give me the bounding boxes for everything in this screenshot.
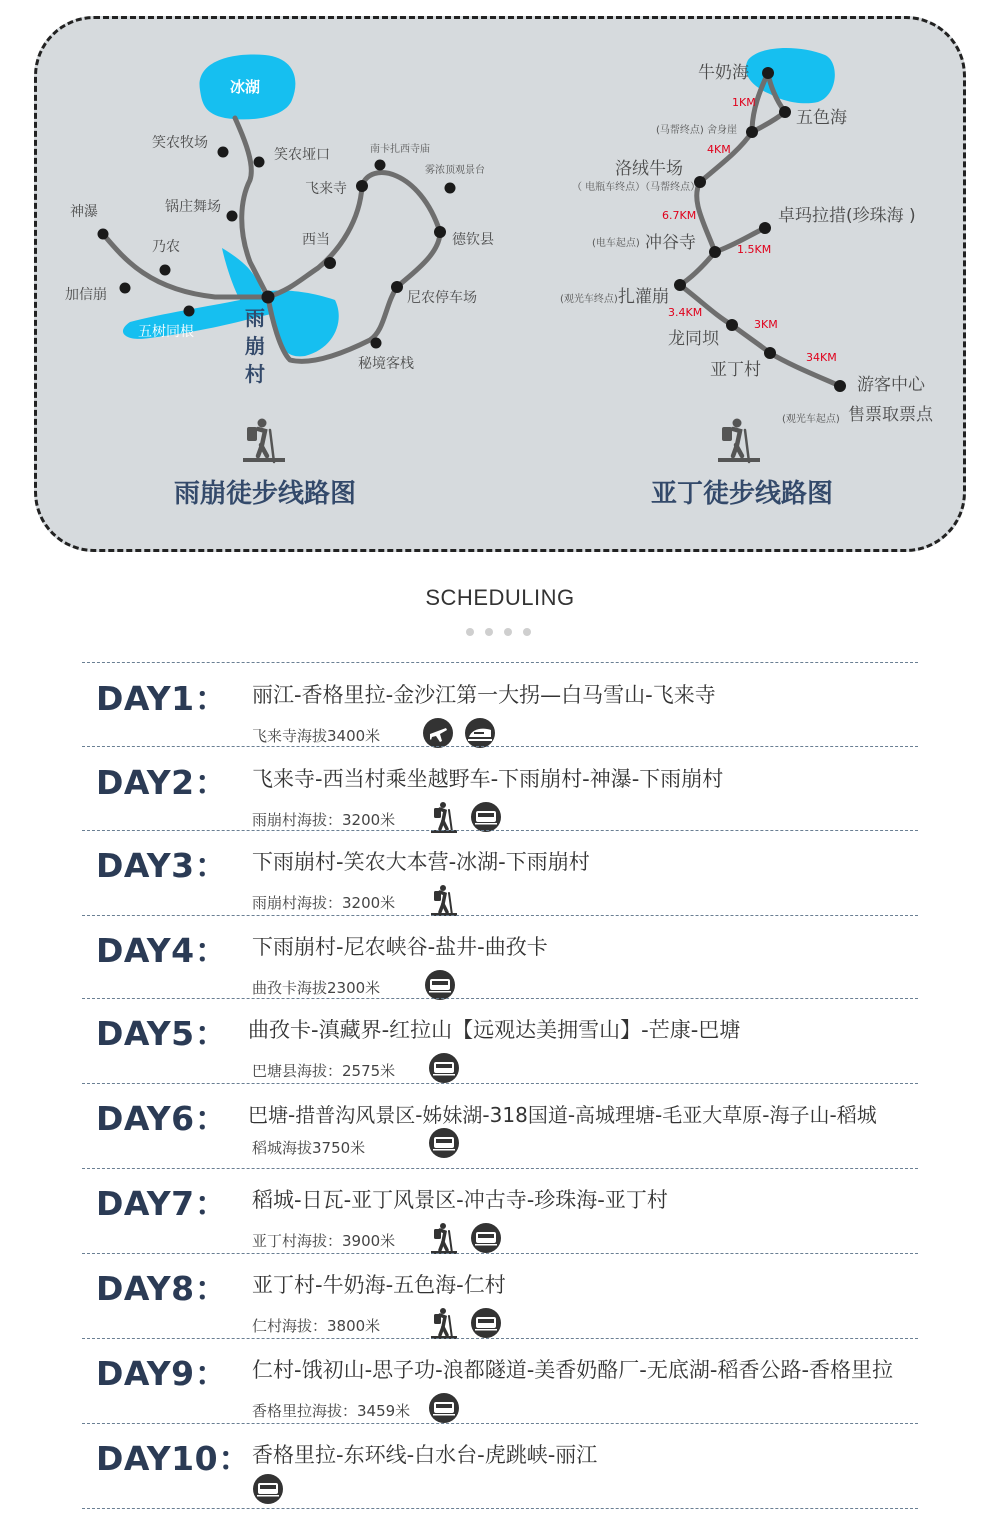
divider	[82, 998, 918, 999]
route-maps	[0, 0, 1000, 560]
day-route: 仁村-饿初山-思子功-浪都隧道-美香奶酪厂-无底湖-稻香公路-香格里拉	[252, 1358, 894, 1382]
bus-icon	[470, 801, 502, 833]
yubeng-map	[65, 54, 494, 509]
transport-icons	[428, 1127, 460, 1159]
dot	[523, 628, 531, 636]
village-char-2: 崩	[245, 334, 265, 358]
zhaguan-note: (观光车终点)	[560, 294, 618, 305]
train-icon	[464, 717, 496, 749]
dot	[466, 628, 474, 636]
yading-village-label: 亚丁村	[710, 360, 761, 380]
day-altitude: 亚丁村海拔：3900米	[252, 1232, 396, 1250]
day-route: 巴塘-措普沟风景区-姊妹湖-318国道-高城理塘-毛亚大草原-海子山-稻城	[248, 1103, 877, 1127]
mijing-label: 秘境客栈	[358, 356, 414, 372]
day-label: DAY6：	[96, 1099, 229, 1138]
divider	[82, 915, 918, 916]
dot	[485, 628, 493, 636]
day-route: 丽江-香格里拉-金沙江第一大拐—白马雪山-飞来寺	[252, 683, 716, 707]
bus-icon	[470, 1222, 502, 1254]
nanka-temple-label: 南卡扎西寺庙	[370, 144, 430, 155]
bus-icon	[428, 1392, 460, 1424]
distance-label: 3KM	[754, 318, 778, 331]
hiker-icon	[718, 419, 760, 463]
hiker-icon	[428, 801, 460, 833]
longtong-label: 龙同坝	[668, 329, 719, 349]
divider	[82, 1083, 918, 1084]
day-label: DAY2：	[96, 763, 229, 802]
day-altitude: 曲孜卡海拔2300米	[252, 979, 381, 997]
hiker-icon	[243, 419, 285, 463]
shenpu-label: 神瀑	[70, 204, 98, 220]
transport-icons	[428, 1052, 460, 1084]
day-altitude: 稻城海拔3750米	[252, 1139, 366, 1157]
bus-icon	[470, 1307, 502, 1339]
luorong-label: 洛绒牛场	[615, 159, 683, 179]
zhuoma-label: 卓玛拉措(珍珠海 )	[778, 206, 916, 226]
bus-icon	[252, 1473, 284, 1505]
ticket-label: 售票取票点	[848, 405, 933, 425]
divider	[82, 1168, 918, 1169]
jiaxinbeng-label: 加信崩	[65, 287, 107, 303]
xiaonong-pasture-label: 笑农牧场	[152, 135, 208, 151]
chonggu-note: (电车起点)	[592, 238, 640, 249]
distance-label: 6.7KM	[662, 209, 697, 222]
naonong-label: 乃农	[152, 239, 180, 255]
hiker-icon	[428, 1307, 460, 1339]
hiker-icon	[428, 1222, 460, 1254]
village-char-1: 雨	[245, 306, 265, 330]
day-route: 下雨崩村-尼农峡谷-盐井-曲孜卡	[252, 935, 548, 959]
wuse-label: 五色海	[796, 108, 847, 128]
day-label: DAY8：	[96, 1269, 229, 1308]
xidang-label: 西当	[302, 232, 330, 248]
day-route: 稻城-日瓦-亚丁风景区-冲古寺-珍珠海-亚丁村	[252, 1188, 668, 1212]
feilai-temple-label: 飞来寺	[305, 181, 347, 197]
day-label: DAY1：	[96, 679, 229, 718]
day-altitude: 雨崩村海拔：3200米	[252, 811, 396, 829]
wushu-label: 五树同根	[138, 324, 194, 340]
transport-icons	[428, 884, 460, 916]
transport-icons	[428, 1307, 502, 1339]
ice-lake-label: 冰湖	[230, 78, 261, 96]
xiaonong-pass-label: 笑农垭口	[274, 147, 330, 163]
day-label: DAY9：	[96, 1354, 229, 1393]
distance-label: 1.5KM	[737, 243, 772, 256]
yubeng-map-title: 雨崩徒步线路图	[173, 479, 357, 509]
day-altitude: 香格里拉海拔：3459米	[252, 1402, 411, 1420]
distance-label: 1KM	[732, 96, 756, 109]
deqin-label: 德钦县	[452, 232, 494, 248]
day-label: DAY5：	[96, 1014, 229, 1053]
day-route: 曲孜卡-滇藏界-红拉山【远观达美拥雪山】-芒康-巴塘	[248, 1018, 741, 1042]
day-route: 香格里拉-东环线-白水台-虎跳峡-丽江	[252, 1443, 598, 1467]
transport-icons	[422, 717, 496, 749]
plane-icon	[422, 717, 454, 749]
hiker-icon	[428, 884, 460, 916]
dot	[504, 628, 512, 636]
transport-icons	[428, 1222, 502, 1254]
day-label: DAY10：	[96, 1439, 252, 1478]
divider	[82, 1338, 918, 1339]
distance-label: 34KM	[806, 351, 837, 364]
zhaguan-label: 扎灌崩	[618, 287, 669, 307]
visitor-center-label: 游客中心	[857, 375, 925, 395]
divider	[82, 1423, 918, 1424]
luorong-note: （ 电瓶车终点）（马帮终点）	[572, 182, 701, 193]
day-label: DAY4：	[96, 931, 229, 970]
visitor-note: (观光车起点)	[782, 414, 840, 425]
river-shape	[123, 248, 339, 356]
yading-map	[560, 48, 934, 509]
day-route: 下雨崩村-笑农大本营-冰湖-下雨崩村	[252, 850, 590, 874]
transport-icons	[424, 969, 456, 1001]
schedule-title: SCHEDULING	[425, 585, 575, 610]
niunaihai-label: 牛奶海	[698, 63, 749, 83]
wuqing-viewpoint-label: 雾浓顶观景台	[425, 165, 485, 176]
day-route: 飞来寺-西当村乘坐越野车-下雨崩村-神瀑-下雨崩村	[252, 767, 724, 791]
bus-icon	[428, 1127, 460, 1159]
day-label: DAY7：	[96, 1184, 229, 1223]
chonggu-label: 冲谷寺	[645, 233, 696, 253]
divider	[82, 746, 918, 747]
divider	[82, 1508, 918, 1509]
day-altitude: 飞来寺海拔3400米	[252, 727, 381, 745]
pager-dots	[466, 628, 531, 636]
ninong-parking-label: 尼农停车场	[407, 290, 477, 306]
yading-map-title: 亚丁徒步线路图	[650, 479, 834, 509]
bus-icon	[424, 969, 456, 1001]
day-altitude: 巴塘县海拔：2575米	[252, 1062, 396, 1080]
day-label: DAY3：	[96, 846, 229, 885]
guozhuang-label: 锅庄舞场	[165, 199, 221, 215]
day-altitude: 雨崩村海拔：3200米	[252, 894, 396, 912]
sheshen-label: (马帮终点) 舍身崖	[656, 125, 737, 136]
village-char-3: 村	[245, 362, 265, 386]
divider	[82, 830, 918, 831]
divider	[82, 662, 918, 663]
transport-icons	[252, 1473, 284, 1505]
day-route: 亚丁村-牛奶海-五色海-仁村	[252, 1273, 506, 1297]
transport-icons	[428, 1392, 460, 1424]
distance-label: 3.4KM	[668, 306, 703, 319]
bus-icon	[428, 1052, 460, 1084]
day-altitude: 仁村海拔：3800米	[252, 1317, 381, 1335]
divider	[82, 1253, 918, 1254]
transport-icons	[428, 801, 502, 833]
distance-label: 4KM	[707, 143, 731, 156]
